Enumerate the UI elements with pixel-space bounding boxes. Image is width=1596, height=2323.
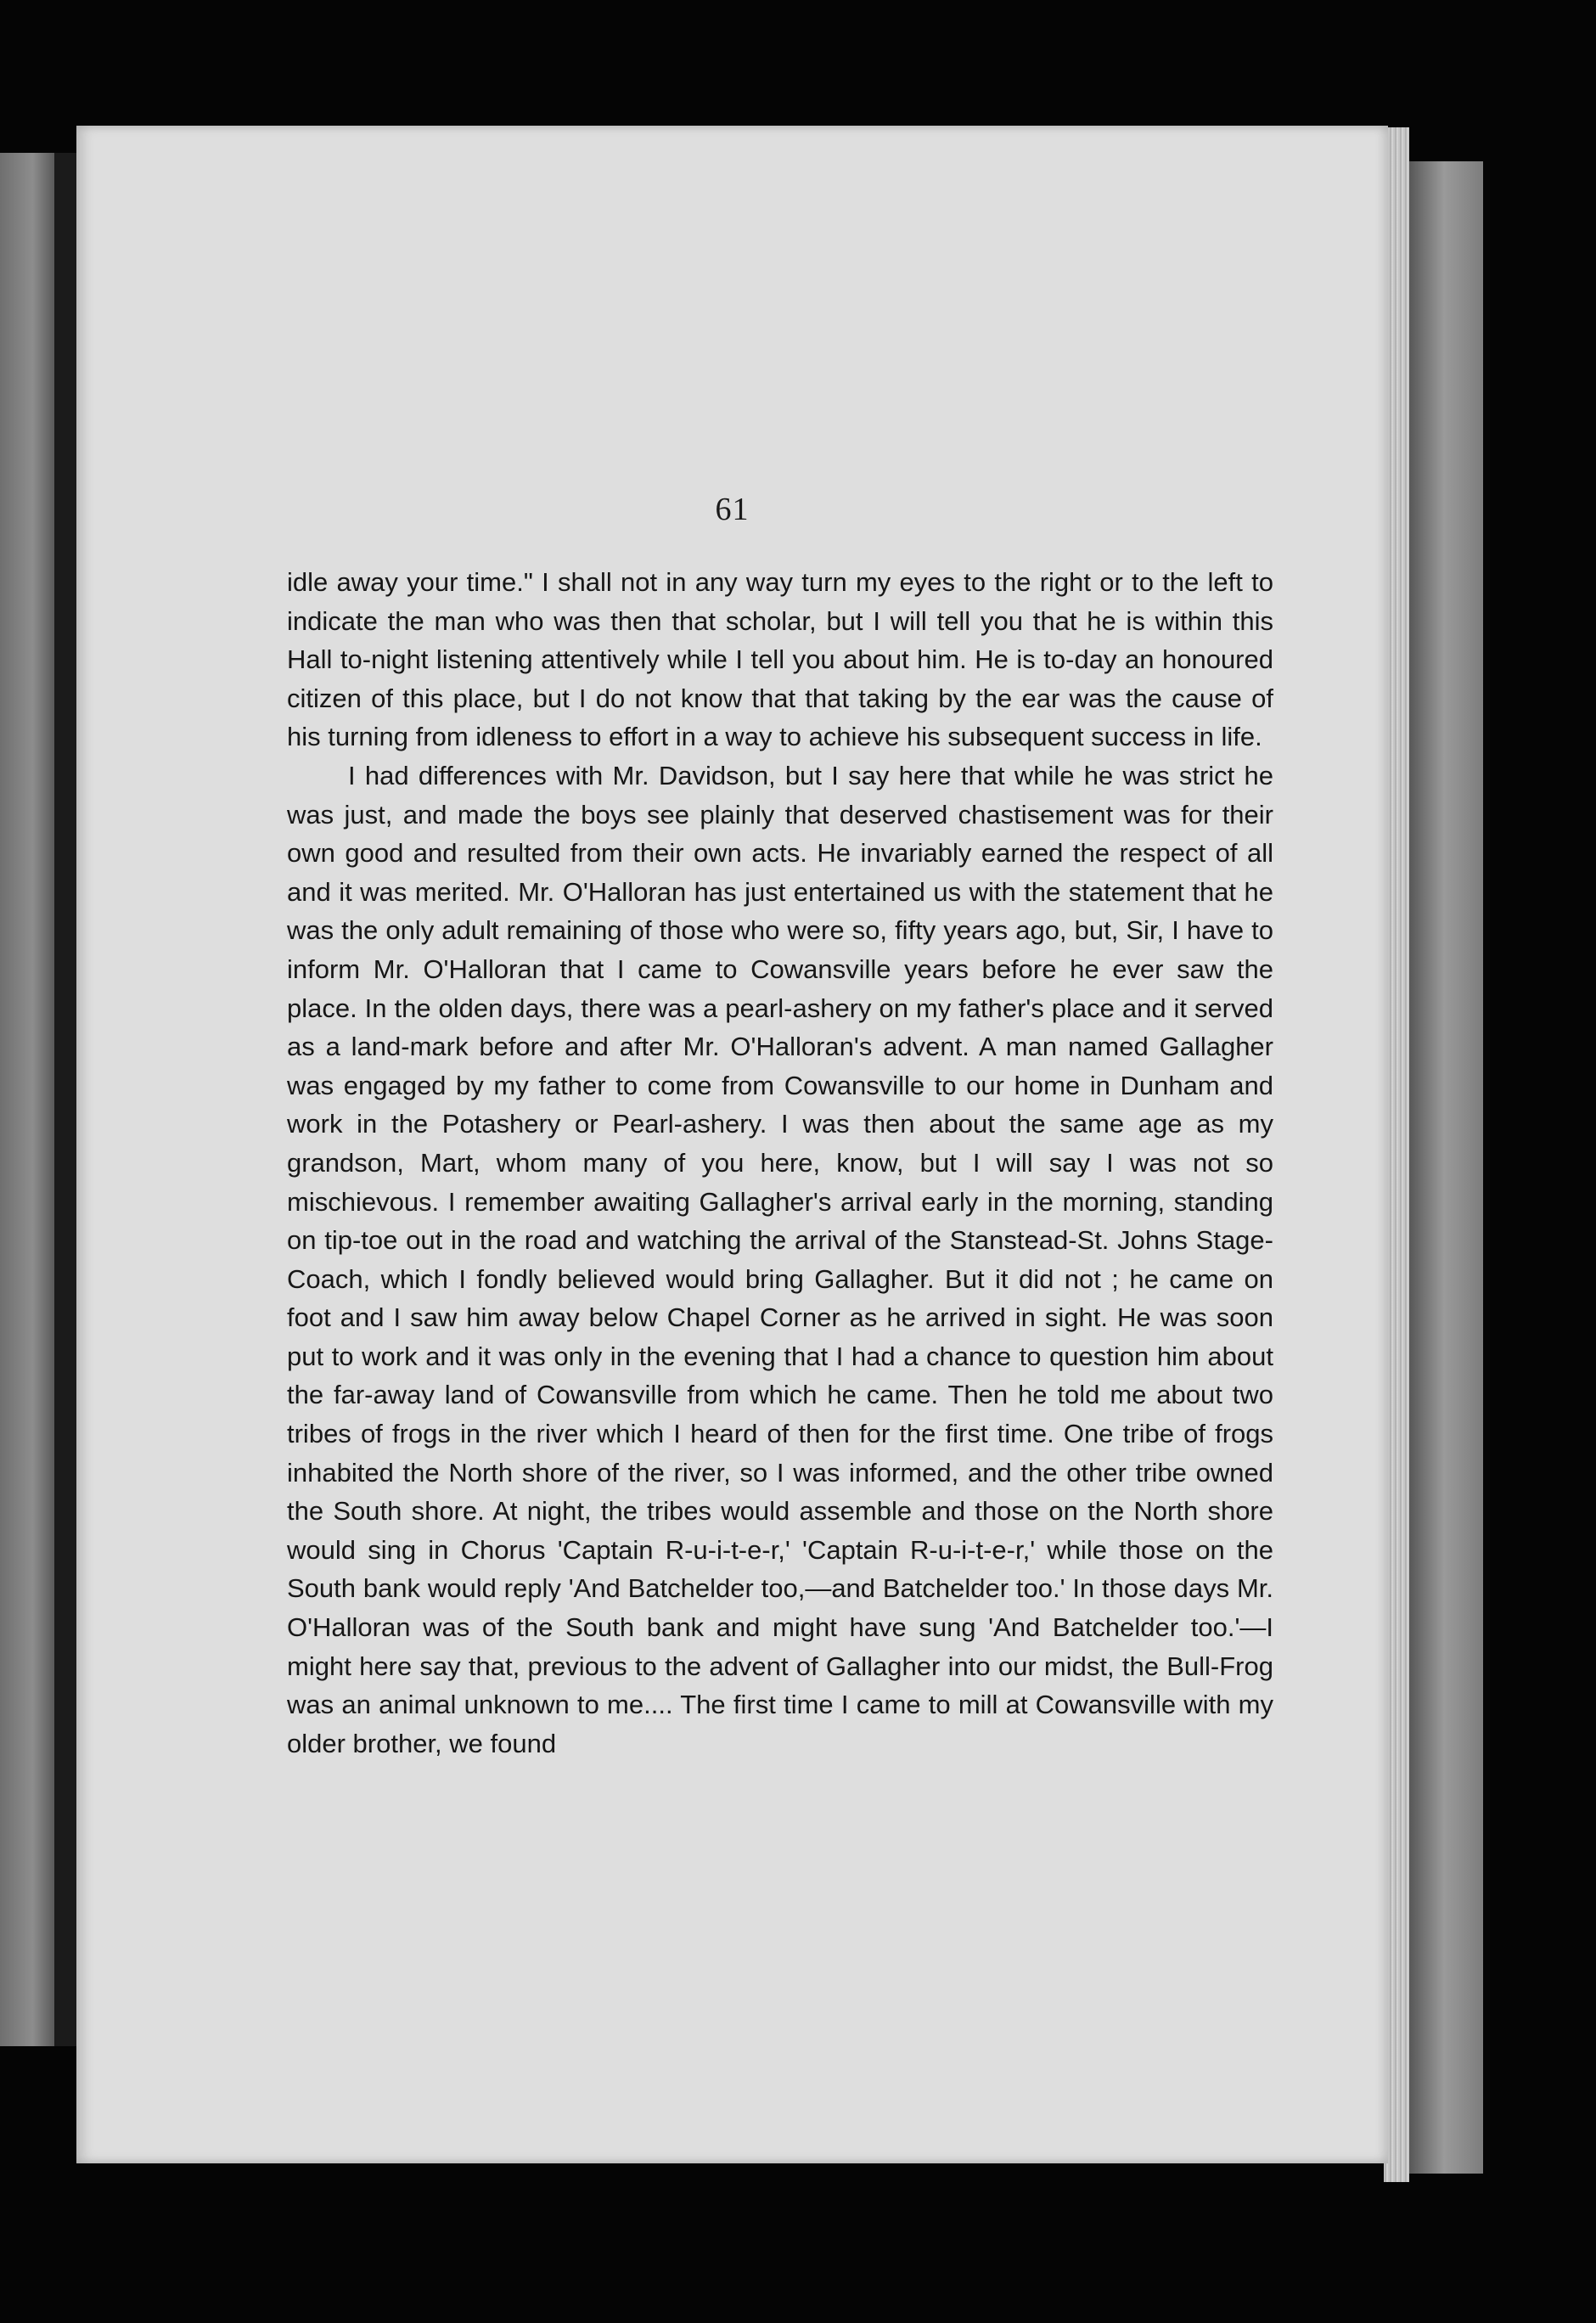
previous-page-edge: [0, 153, 54, 2046]
paragraph-2: I had differences with Mr. Davidson, but I say here that while he was strict he was just, and made the boys see plainly that deserved chastisement was for their own good and resulted from their own acts. He invariably earned the respect of all and it was merited. Mr. O'Halloran has just entertained us with the statement that he was the only adult remaining of those who were so, fifty years ago, but, Sir, I have to inform Mr. O'Halloran that I came to Cowansville years before he ever saw the place. In the olden days, there was a pearl-ashery on my father's place and it served as a land-mark before and after Mr. O'Halloran's advent. A man named Gallagher was engaged by my father to come from Cowansville to our home in Dunham and work in the Potashery or Pearl-ashery. I was then about the same age as my grandson, Mart, whom many of you here, know, but I will say I was not so mischievous. I remember awaiting Gallagher's arrival early in the morning, standing on tip-toe out in the road and watching the arrival of the Stanstead-St. Johns Stage-Coach, which I fondly believed would bring Gallagher. But it did not ; he came on foot and I saw him away below Chapel Corner as he arrived in sight. He was soon put to work and it was only in the evening that I had a chance to question him about the far-away land of Cowansville from which he came. Then he told me about two tribes of frogs in the river which I heard of then for the first time. One tribe of frogs inhabited the North shore of the river, so I was informed, and the other tribe owned the South shore. At night, the tribes would assemble and those on the North shore would sing in Chorus 'Captain R-u-i-t-e-r,' 'Captain R-u-i-t-e-r,' while those on the South bank would reply 'And Batchelder too,—and Batchelder too.' In those days Mr. O'Halloran was of the South bank and might have sung 'And Batchelder too.'—I might here say that, previous to the advent of Gallagher into our midst, the Bull-Frog was an animal unknown to me.... The first time I came to mill at Cowansville with my older brother, we found: [287, 760, 1273, 1758]
page-number: 61: [715, 492, 750, 527]
book-page: [76, 126, 1388, 2163]
paragraph-1: idle away your time." I shall not in any way turn my eyes to the right or to the left to indicate the man who was then that scholar, but I will tell you that he is within this Hall to-night listening attentively while I tell you about him. He is to-day an honoured citizen of this place, but I do not know that that taking by the ear was the cause of his turning from idleness to effort in a way to achieve his subsequent success in life.: [287, 567, 1273, 752]
book-cover-board: [1405, 161, 1483, 2174]
body-text: [287, 563, 1273, 1763]
book-gutter: [54, 153, 76, 2046]
